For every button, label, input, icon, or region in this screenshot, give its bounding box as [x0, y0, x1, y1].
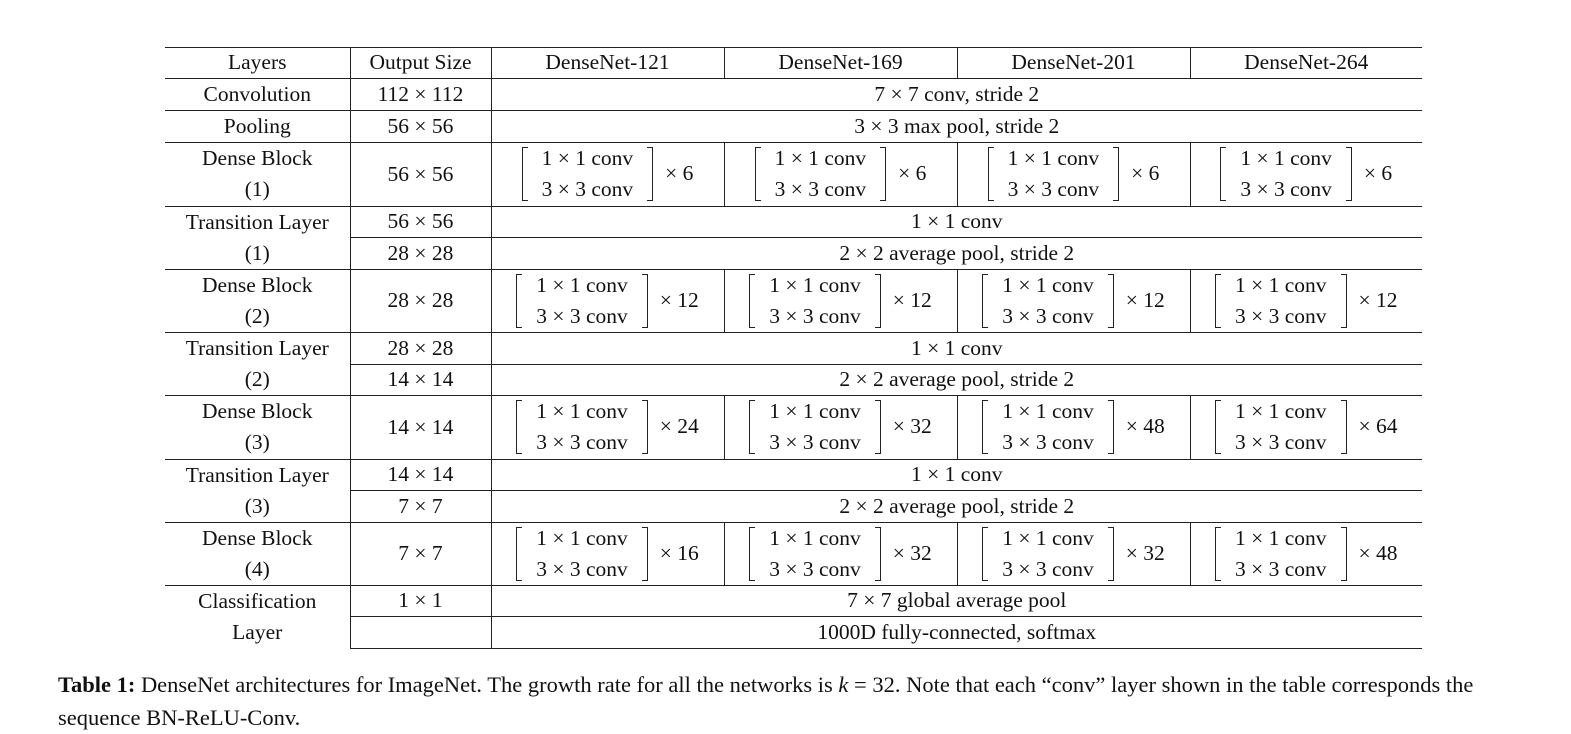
right-bracket — [1341, 400, 1347, 454]
layer-name-line-2: (4) — [244, 556, 270, 581]
dense-cell-121 — [491, 522, 724, 586]
layer-name-line-1: Classification — [198, 589, 317, 613]
conv-stack — [528, 143, 648, 205]
repeat-count: × 32 — [1125, 540, 1165, 565]
repeat-count: × 6 — [1363, 161, 1393, 186]
row-dense-block-4 — [165, 522, 1422, 586]
output-size: 7 × 7 — [350, 522, 491, 586]
conv-stack — [1221, 270, 1341, 332]
header-densenet-169: DenseNet-169 — [724, 48, 957, 79]
repeat-count: × 64 — [1358, 414, 1398, 439]
conv-block — [522, 143, 694, 205]
conv-1x1: 1 × 1 conv — [1234, 272, 1327, 297]
output-size: 7 × 7 — [350, 491, 491, 523]
repeat-count: × 12 — [659, 287, 699, 312]
output-size — [350, 617, 491, 648]
caption-label: Table 1: — [58, 672, 136, 697]
layer-name — [165, 269, 350, 333]
conv-stack — [988, 523, 1108, 585]
conv-block — [755, 143, 927, 205]
header-densenet-201: DenseNet-201 — [957, 48, 1190, 79]
dense-cell-121 — [491, 269, 724, 333]
header-layers: Layers — [165, 48, 350, 79]
conv-block — [982, 396, 1165, 458]
conv-3x3: 3 × 3 conv — [1234, 303, 1327, 328]
layer-description: 1 × 1 conv — [491, 459, 1422, 491]
layer-description: 2 × 2 average pool, stride 2 — [491, 364, 1422, 396]
conv-stack — [988, 270, 1108, 332]
right-bracket — [880, 147, 886, 201]
conv-stack — [1221, 523, 1341, 585]
layer-name — [165, 206, 350, 269]
conv-stack — [755, 396, 875, 458]
conv-1x1: 1 × 1 conv — [769, 525, 861, 550]
conv-stack — [522, 523, 642, 585]
conv-block — [749, 523, 932, 585]
conv-1x1: 1 × 1 conv — [1002, 525, 1094, 550]
conv-3x3: 3 × 3 conv — [536, 430, 628, 454]
repeat-count: × 12 — [1125, 287, 1165, 312]
layer-description: 7 × 7 global average pool — [491, 586, 1422, 617]
header-row — [165, 48, 1422, 79]
row-dense-block-1 — [165, 143, 1422, 207]
densenet-architecture-table — [165, 47, 1422, 649]
dense-cell-169 — [724, 396, 957, 460]
conv-stack — [755, 523, 875, 585]
dense-cell-201 — [957, 143, 1190, 207]
right-bracket — [647, 147, 653, 201]
caption-k-symbol: k — [838, 672, 849, 697]
repeat-count: × 48 — [1125, 414, 1165, 439]
output-size: 28 × 28 — [350, 269, 491, 333]
conv-block — [1220, 143, 1392, 205]
right-bracket — [1113, 147, 1119, 201]
dense-cell-264 — [1190, 522, 1422, 586]
conv-3x3: 3 × 3 conv — [1234, 430, 1327, 454]
conv-3x3: 3 × 3 conv — [769, 430, 861, 454]
layer-name-line-2: Layer — [232, 620, 283, 644]
conv-3x3: 3 × 3 conv — [769, 556, 861, 581]
repeat-count: × 6 — [1131, 161, 1160, 186]
conv-1x1: 1 × 1 conv — [1002, 399, 1094, 423]
conv-stack — [522, 396, 642, 458]
conv-3x3: 3 × 3 conv — [541, 177, 634, 201]
conv-1x1: 1 × 1 conv — [769, 399, 861, 423]
dense-cell-169 — [724, 522, 957, 586]
conv-block — [516, 523, 699, 585]
dense-cell-169 — [724, 269, 957, 333]
dense-cell-201 — [957, 522, 1190, 586]
row-transition-2-pool — [165, 364, 1422, 396]
output-size: 56 × 56 — [350, 143, 491, 207]
header-densenet-121: DenseNet-121 — [491, 48, 724, 79]
table-caption — [58, 668, 1558, 734]
layer-description: 1 × 1 conv — [491, 333, 1422, 365]
caption-k-value: = 32 — [848, 672, 895, 697]
header-densenet-264: DenseNet-264 — [1190, 48, 1422, 79]
conv-block — [1215, 396, 1398, 458]
layer-description: 2 × 2 average pool, stride 2 — [491, 238, 1422, 270]
conv-block — [749, 270, 932, 332]
repeat-count: × 6 — [665, 161, 694, 186]
conv-1x1: 1 × 1 conv — [1002, 272, 1094, 297]
layer-name-line-1: Dense Block — [202, 272, 313, 297]
conv-1x1: 1 × 1 conv — [769, 272, 861, 297]
layer-name-line-1: Transition Layer — [185, 209, 329, 234]
right-bracket — [1341, 274, 1347, 328]
layer-name-line-1: Dense Block — [202, 399, 313, 424]
right-bracket — [642, 400, 648, 454]
row-transition-3-pool — [165, 491, 1422, 523]
repeat-count: × 12 — [1358, 287, 1398, 312]
conv-block — [749, 396, 932, 458]
conv-1x1: 1 × 1 conv — [541, 146, 634, 170]
layer-name — [165, 586, 350, 649]
layer-name-line-1: Transition Layer — [185, 462, 329, 487]
conv-1x1: 1 × 1 conv — [1234, 525, 1327, 550]
dense-cell-201 — [957, 269, 1190, 333]
right-bracket — [875, 527, 881, 581]
conv-block — [1215, 270, 1398, 332]
layer-name-line-2: (3) — [244, 430, 270, 455]
conv-3x3: 3 × 3 conv — [1007, 177, 1100, 201]
right-bracket — [1346, 147, 1352, 201]
conv-stack — [761, 143, 881, 205]
row-pooling — [165, 111, 1422, 143]
row-dense-block-2 — [165, 269, 1422, 333]
right-bracket — [1341, 527, 1347, 581]
dense-cell-264 — [1190, 143, 1422, 207]
right-bracket — [1108, 274, 1114, 328]
right-bracket — [875, 274, 881, 328]
right-bracket — [875, 400, 881, 454]
layer-name — [165, 396, 350, 460]
layer-description: 3 × 3 max pool, stride 2 — [491, 111, 1422, 143]
row-transition-1-conv — [165, 206, 1422, 238]
conv-3x3: 3 × 3 conv — [536, 556, 628, 581]
layer-description: 2 × 2 average pool, stride 2 — [491, 491, 1422, 523]
caption-text-2: . Note that each “conv” layer shown in the table corresponds the sequence BN-ReLU-Conv. — [58, 672, 1474, 730]
output-size: 1 × 1 — [350, 586, 491, 617]
output-size: 14 × 14 — [350, 459, 491, 491]
output-size: 112 × 112 — [350, 79, 491, 111]
dense-cell-201 — [957, 396, 1190, 460]
layer-description: 7 × 7 conv, stride 2 — [491, 79, 1422, 111]
conv-1x1: 1 × 1 conv — [1234, 399, 1327, 423]
right-bracket — [642, 274, 648, 328]
conv-1x1: 1 × 1 conv — [536, 272, 628, 297]
conv-stack — [1226, 143, 1346, 205]
row-transition-1-pool — [165, 238, 1422, 270]
layer-name — [165, 522, 350, 586]
right-bracket — [1108, 527, 1114, 581]
repeat-count: × 16 — [659, 540, 699, 565]
layer-name — [165, 333, 350, 396]
layer-name-line-1: Dense Block — [202, 146, 313, 171]
repeat-count: × 12 — [892, 287, 932, 312]
repeat-count: × 32 — [892, 540, 932, 565]
layer-description: 1000D fully-connected, softmax — [491, 617, 1422, 648]
layer-name — [165, 459, 350, 522]
conv-block — [516, 396, 699, 458]
layer-name-line-2: (1) — [244, 240, 270, 265]
conv-stack — [988, 396, 1108, 458]
conv-block — [1215, 523, 1398, 585]
conv-1x1: 1 × 1 conv — [536, 399, 628, 423]
row-classification-fc — [165, 617, 1422, 648]
conv-3x3: 3 × 3 conv — [1002, 303, 1094, 328]
row-classification-pool — [165, 586, 1422, 617]
row-dense-block-3 — [165, 396, 1422, 460]
layer-name-line-1: Dense Block — [202, 525, 313, 550]
row-transition-3-conv — [165, 459, 1422, 491]
repeat-count: × 48 — [1358, 540, 1398, 565]
conv-stack — [755, 270, 875, 332]
conv-block — [516, 270, 699, 332]
layer-name-line-2: (1) — [244, 177, 270, 202]
output-size: 56 × 56 — [350, 206, 491, 238]
conv-block — [982, 270, 1165, 332]
conv-1x1: 1 × 1 conv — [1007, 146, 1100, 170]
layer-description: 1 × 1 conv — [491, 206, 1422, 238]
output-size: 14 × 14 — [350, 364, 491, 396]
dense-cell-264 — [1190, 269, 1422, 333]
dense-cell-121 — [491, 143, 724, 207]
output-size: 14 × 14 — [350, 396, 491, 460]
conv-1x1: 1 × 1 conv — [774, 146, 867, 170]
dense-cell-121 — [491, 396, 724, 460]
layer-name-line-1: Transition Layer — [185, 336, 329, 360]
conv-stack — [522, 270, 642, 332]
conv-stack — [1221, 396, 1341, 458]
conv-1x1: 1 × 1 conv — [1240, 146, 1332, 170]
caption-text-1: DenseNet architectures for ImageNet. The growth rate for all the networks is — [135, 672, 839, 697]
conv-block — [988, 143, 1160, 205]
layer-name: Pooling — [165, 111, 350, 143]
right-bracket — [642, 527, 648, 581]
row-transition-2-conv — [165, 333, 1422, 365]
layer-name-line-2: (2) — [244, 303, 270, 328]
conv-3x3: 3 × 3 conv — [1002, 430, 1094, 454]
row-convolution — [165, 79, 1422, 111]
conv-1x1: 1 × 1 conv — [536, 525, 628, 550]
conv-3x3: 3 × 3 conv — [774, 177, 867, 201]
repeat-count: × 6 — [898, 161, 927, 186]
conv-stack — [994, 143, 1114, 205]
conv-3x3: 3 × 3 conv — [1234, 556, 1327, 581]
layer-name: Convolution — [165, 79, 350, 111]
header-output-size: Output Size — [350, 48, 491, 79]
right-bracket — [1108, 400, 1114, 454]
conv-3x3: 3 × 3 conv — [1002, 556, 1094, 581]
dense-cell-264 — [1190, 396, 1422, 460]
conv-3x3: 3 × 3 conv — [769, 303, 861, 328]
conv-3x3: 3 × 3 conv — [536, 303, 628, 328]
output-size: 28 × 28 — [350, 238, 491, 270]
repeat-count: × 32 — [892, 414, 932, 439]
layer-name — [165, 143, 350, 207]
layer-name-line-2: (2) — [244, 367, 270, 391]
layer-name-line-2: (3) — [244, 493, 270, 518]
conv-block — [982, 523, 1165, 585]
output-size: 28 × 28 — [350, 333, 491, 365]
conv-3x3: 3 × 3 conv — [1240, 177, 1332, 201]
output-size: 56 × 56 — [350, 111, 491, 143]
dense-cell-169 — [724, 143, 957, 207]
repeat-count: × 24 — [659, 414, 699, 439]
